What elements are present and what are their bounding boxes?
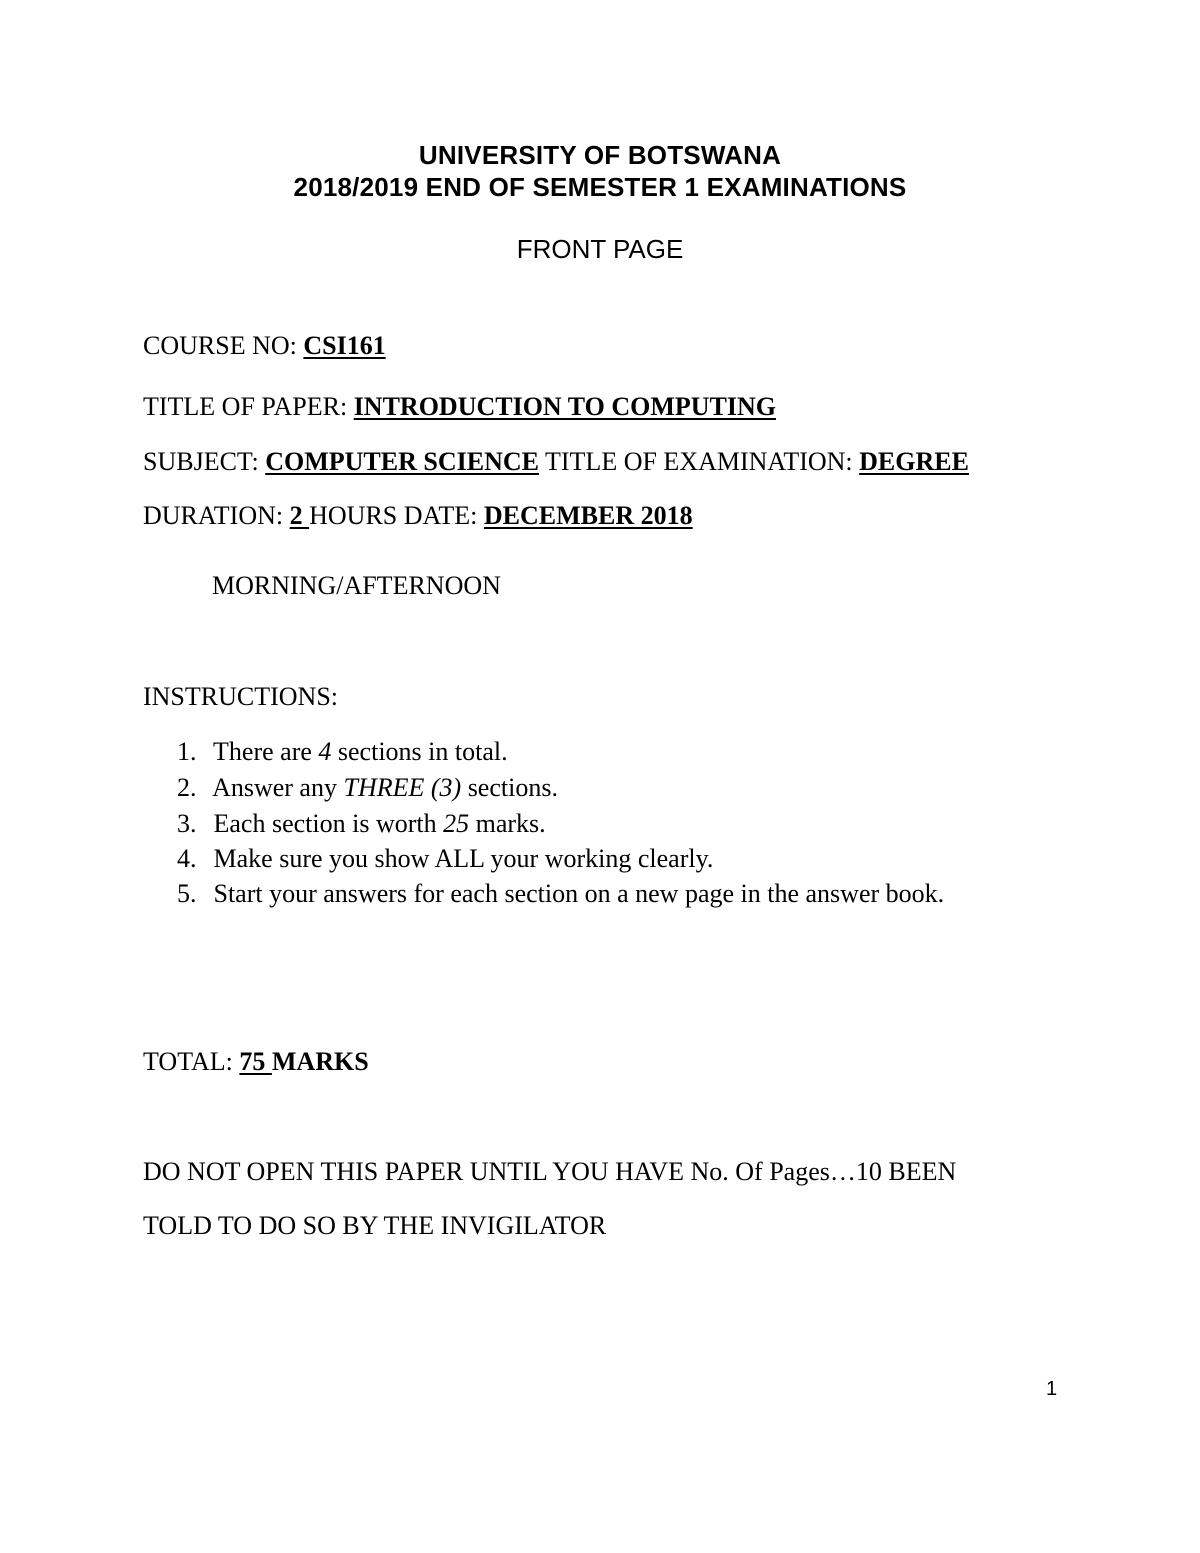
instruction-item [177,879,944,909]
instruction-item [177,737,508,767]
instruction-text-end: sections in total. [331,737,508,766]
total-row [143,1047,369,1077]
subject-label: SUBJECT: [143,447,266,476]
notice-line-1: DO NOT OPEN THIS PAPER UNTIL YOU HAVE No. Of Pages…10 BEEN [143,1157,957,1186]
instruction-text-end: marks. [469,809,546,838]
front-page-label: FRONT PAGE [516,234,684,264]
instruction-item [177,844,713,874]
instruction-emphasis: THREE (3) [343,773,462,802]
instruction-text: Each section is worth [207,809,444,838]
instruction-item [177,773,558,803]
course-no-label: COURSE NO: [143,331,304,360]
title-of-exam-label: TITLE OF EXAMINATION: [538,447,860,476]
instruction-text: Start your answers for each section on a new page in the answer book. [207,879,945,908]
exam-title: 2018/2019 END OF SEMESTER 1 EXAMINATIONS [293,172,907,202]
duration-label: DURATION: [143,501,290,530]
title-of-paper-row [143,392,776,422]
subject-value: COMPUTER SCIENCE [265,447,539,476]
page-number: 1 [1046,1378,1058,1400]
university-name: UNIVERSITY OF BOTSWANA [418,140,782,170]
instruction-number: 3. [177,809,197,838]
instruction-number: 4. [177,844,197,873]
title-of-exam-value: DEGREE [859,447,969,476]
instruction-number: 5. [177,879,197,908]
notice-line-2: TOLD TO DO SO BY THE INVIGILATOR [143,1211,607,1240]
instruction-item [177,809,546,839]
duration-value: 2 [289,501,310,530]
title-of-paper-label: TITLE OF PAPER: [143,392,354,421]
total-value: 75 [239,1047,272,1076]
instruction-emphasis: 4 [318,737,332,766]
session-label: MORNING/AFTERNOON [212,571,501,600]
instruction-text: There are [207,737,319,766]
instruction-text-end: sections. [461,773,558,802]
total-label: TOTAL: [143,1047,240,1076]
course-no-row [143,331,386,361]
instruction-number: 2. [177,773,197,802]
hours-date-label: HOURS DATE: [309,501,484,530]
title-of-paper-value: INTRODUCTION TO COMPUTING [353,392,776,421]
subject-row [143,447,969,477]
total-suffix: MARKS [271,1047,369,1076]
instruction-text: Answer any [207,773,344,802]
duration-row [143,501,693,531]
course-no-value: CSI161 [303,331,386,360]
instruction-number: 1. [177,737,197,766]
instructions-heading: INSTRUCTIONS: [143,682,339,711]
instruction-text: Make sure you show ALL your working clearly. [207,844,714,873]
date-value: DECEMBER 2018 [483,501,693,530]
instruction-emphasis: 25 [443,809,470,838]
